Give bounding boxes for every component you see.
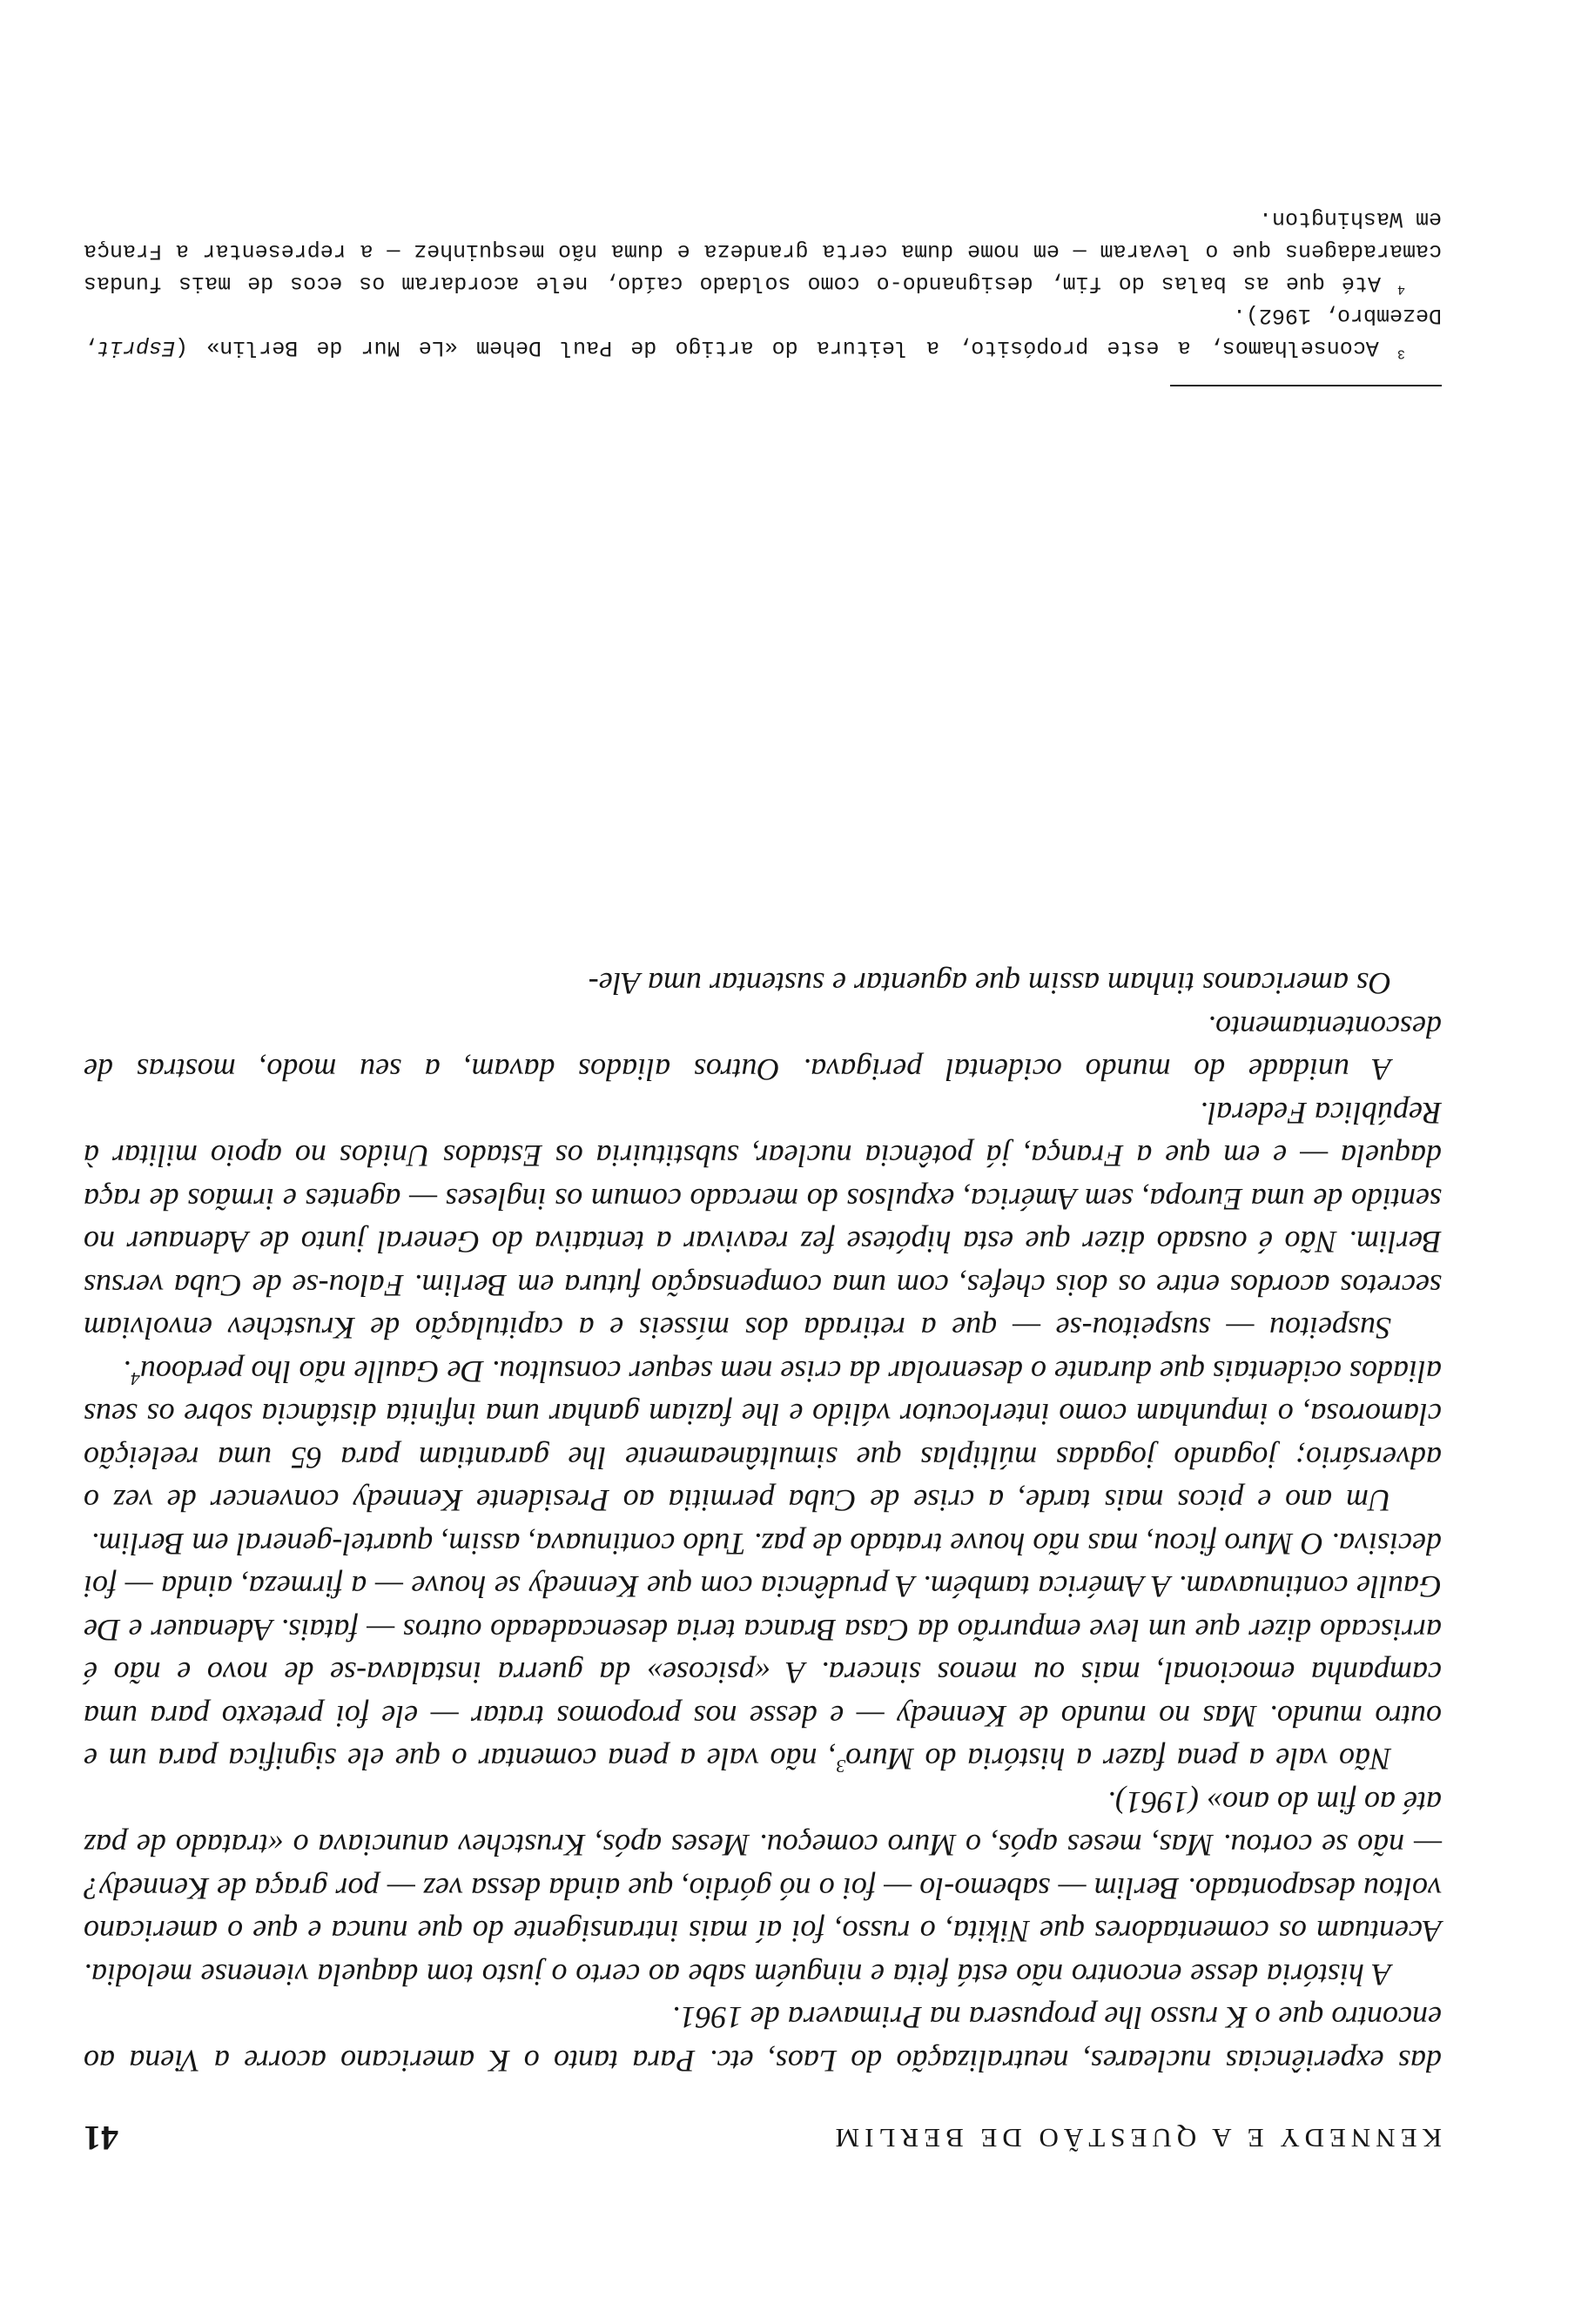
paragraph-4-text-b: . — [123, 1354, 131, 1389]
paragraph-1: das experiências nucleares, neutralização do Laos, etc. Para tanto o K americano acorre a Viena ao encontro que o K russo lhe propusera na Primavera de 1961. — [84, 2000, 1442, 2079]
footnote-3-mark: 3 — [1396, 346, 1405, 361]
paragraph-3 — [84, 1522, 1442, 1781]
footnote-4 — [84, 203, 1442, 299]
paragraph-4-text-a: Um ano e picos mais tarde, a crise de Cuba permitia ao Presidente Kennedy convencer de vez o adversário; jogando jogadas múltiplas que simultâneamente lhe garantiam para 65 uma reeleição clamorosa, o impunham como interlocutor válido e lhe faziam ganhar uma infinita distância sobre os seus aliados ocidentais que durante o desenrolar da crise nem sequer consultou. De Gaulle não lho perdoou — [84, 1354, 1442, 1519]
footnotes — [84, 203, 1442, 364]
footnote-3-text: Aconselhamos, a este propósito, a leitura do artigo de Paul Dehem «Le Mur de Berlin» ( — [175, 335, 1379, 360]
paragraph-3-text-b: , não vale a pena comentar o que ele significa para um e outro mundo. Mas no mundo de Kennedy — e desse nos propomos tratar — ele foi pretexto para uma campanha emocional, mais ou menos sincera. A «psicose» da guerra instalava-se de novo e não é arriscado dizer que um leve empurrão da Casa Branca teria desencadeado outros — fatais. Adenauer e De Gaulle continuavam. A América também. A prudência com que Kennedy se houve — a firmeza, ainda — foi decisiva. O Muro ficou, mas não houve tratado de paz. Tudo continuava, assim, quartel-general em Berlim. — [84, 1527, 1442, 1777]
page-number: 41 — [84, 2119, 118, 2158]
paragraph-2: A história desse encontro não está feita e ninguém sabe ao certo o justo tom daquela vienense melodia. Acentuam os comentadores que Nikita, o russo, foi aí mais intransigente do que nunca e que o americano voltou desapontado. Berlim — sabemo-lo — foi o nó górdio, que ainda dessa vez — por graça de Kennedy? — não se cortou. Mas, meses após, o Muro começou. Meses após, Krustchev anunciava o «tratado de paz até ao fim do ano» (1961). — [84, 1785, 1442, 1992]
paragraph-4 — [84, 1350, 1442, 1522]
footnote-4-mark: 4 — [1396, 281, 1405, 297]
paragraph-3-text-a: Não vale a pena fazer a história do Muro — [845, 1742, 1391, 1777]
running-title: KENNEDY E A QUESTÃO DE BERLIM — [830, 2123, 1442, 2153]
footnote-ref-3: 3 — [836, 1756, 846, 1777]
paragraph-6: A unidade do mundo ocidental perigava. Outros aliados davam, a seu modo, mostras de descontentamento. — [84, 1010, 1442, 1088]
footnote-4-text: Até que as balas do fim, designando-o como soldado caído, nele acordaram os ecos de mais fundas camaradagens que o levaram — em nome duma certa grandeza e duma não mesquinhez — a representar a França em Washington. — [84, 206, 1442, 296]
footnote-divider — [1170, 385, 1442, 386]
page-header — [84, 2115, 1442, 2158]
paragraph-7: Os americanos tinham assim que aguentar e sustentar uma Ale- — [588, 966, 1391, 1002]
footnote-3-source: Esprit — [97, 335, 176, 360]
main-text — [84, 962, 1442, 2082]
footnote-3-end: , Dezembro, 1962). — [84, 303, 1442, 360]
paragraph-5: Suspeitou — suspeitou-se — que a retirada dos mísseis e a capitulação de Krustchev envolviam secretos acordos entre os dois chefes, com uma compensação futura em Berlim. Falou-se de Cuba versus Berlim. Não é ousado dizer que esta hipótese fez reavivar a tentativa do General junto de Adenauer no sentido de uma Europa, sem América, expulsos do mercado comum os ingleses — agentes e irmãos de raça daquela — e em que a França, já potência nuclear, substituiria os Estados Unidos no apoio militar à República Federal. — [84, 1096, 1442, 1347]
footnote-ref-4: 4 — [131, 1368, 140, 1389]
footnote-3 — [84, 299, 1442, 364]
